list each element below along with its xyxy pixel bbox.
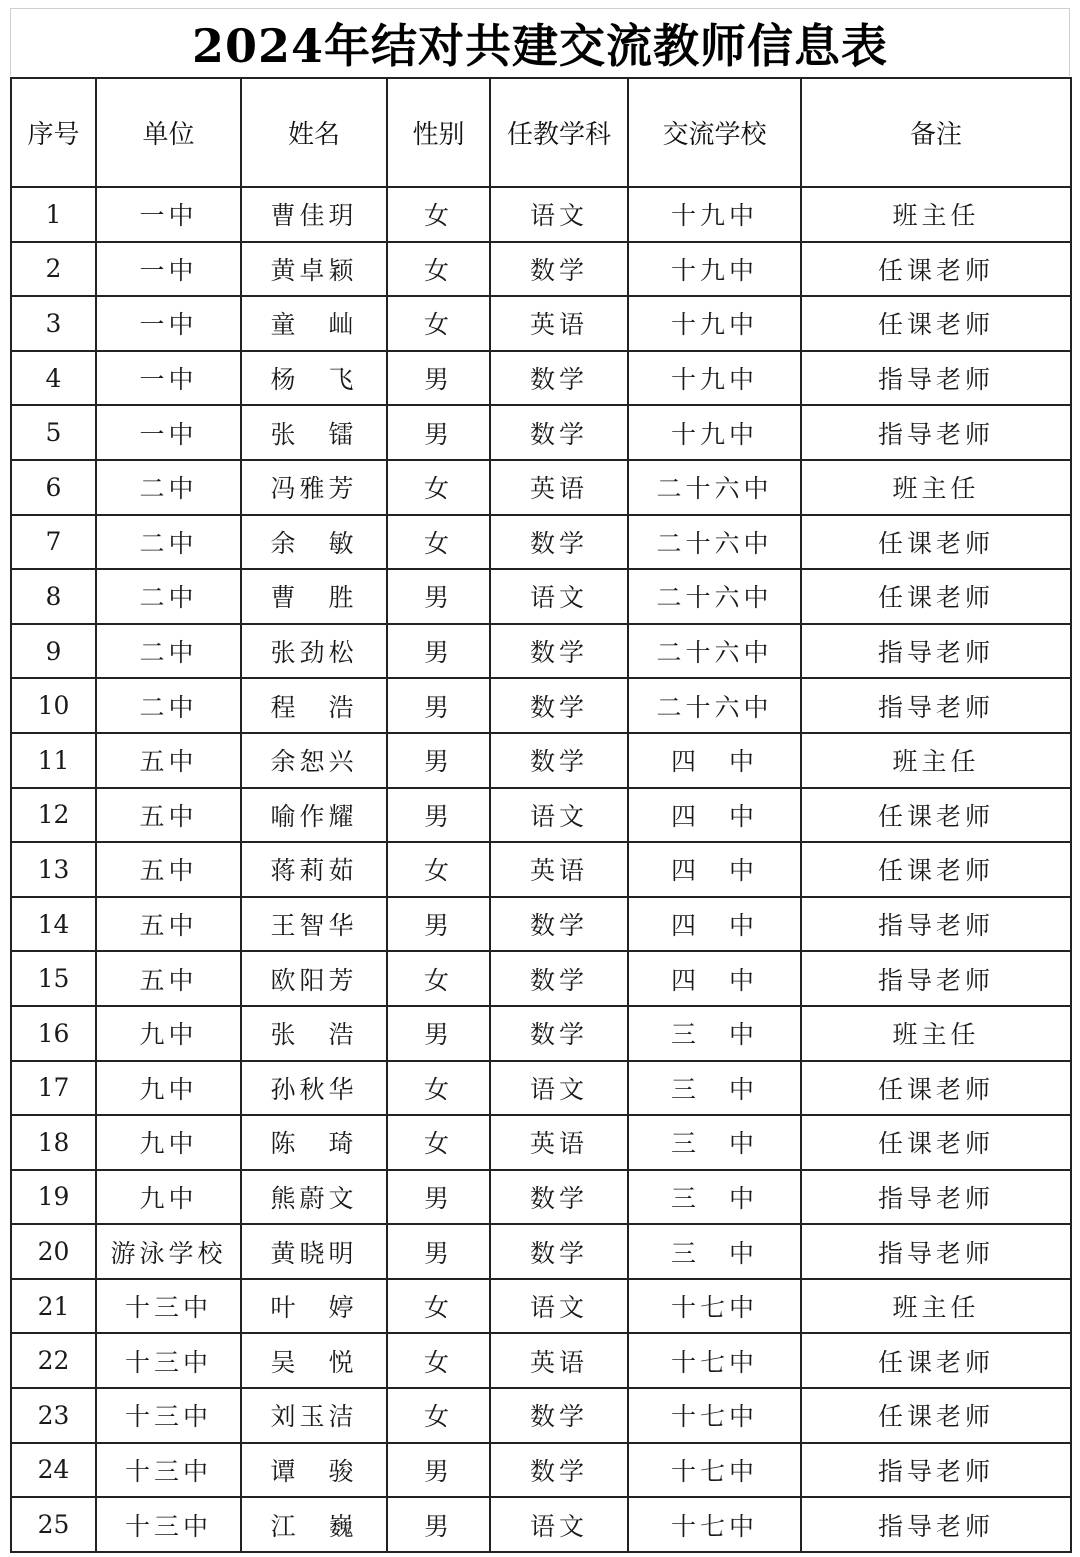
- name-cell: 余恕兴: [241, 733, 387, 788]
- unit-cell: 五中: [96, 788, 241, 843]
- subject-cell: 英语: [490, 460, 628, 515]
- exchange-school-cell: 三 中: [628, 1170, 801, 1225]
- exchange-school-cell: 三 中: [628, 1115, 801, 1170]
- unit-cell: 一中: [96, 405, 241, 460]
- subject-cell: 数学: [490, 897, 628, 952]
- table-row: [11, 1006, 1071, 1061]
- exchange-school-cell: 十七中: [628, 1279, 801, 1334]
- exchange-school-cell: 十九中: [628, 351, 801, 406]
- index-cell: 24: [11, 1443, 96, 1498]
- gender-cell: 男: [387, 1497, 490, 1552]
- subject-cell: 语文: [490, 569, 628, 624]
- name-cell: 谭 骏: [241, 1443, 387, 1498]
- table-row: [11, 569, 1071, 624]
- exchange-school-cell: 十九中: [628, 242, 801, 297]
- exchange-school-cell: 四 中: [628, 897, 801, 952]
- column-header-gender: 性别: [387, 78, 490, 187]
- subject-cell: 英语: [490, 1115, 628, 1170]
- remarks-cell: 班主任: [801, 460, 1071, 515]
- index-cell: 17: [11, 1061, 96, 1116]
- remarks-cell: 任课老师: [801, 296, 1071, 351]
- table-row: [11, 1388, 1071, 1443]
- name-cell: 曹佳玥: [241, 187, 387, 242]
- remarks-cell: 任课老师: [801, 1115, 1071, 1170]
- subject-cell: 数学: [490, 1443, 628, 1498]
- index-cell: 14: [11, 897, 96, 952]
- remarks-cell: 指导老师: [801, 1224, 1071, 1279]
- exchange-school-cell: 二十六中: [628, 460, 801, 515]
- remarks-cell: 指导老师: [801, 678, 1071, 733]
- name-cell: 熊蔚文: [241, 1170, 387, 1225]
- column-header-remarks: 备注: [801, 78, 1071, 187]
- name-cell: 曹 胜: [241, 569, 387, 624]
- name-cell: 杨 飞: [241, 351, 387, 406]
- index-cell: 8: [11, 569, 96, 624]
- index-cell: 4: [11, 351, 96, 406]
- name-cell: 黄卓颖: [241, 242, 387, 297]
- table-row: [11, 1333, 1071, 1388]
- unit-cell: 五中: [96, 733, 241, 788]
- table-row: [11, 678, 1071, 733]
- remarks-cell: 指导老师: [801, 351, 1071, 406]
- unit-cell: 九中: [96, 1170, 241, 1225]
- table-row: [11, 1443, 1071, 1498]
- name-cell: 余 敏: [241, 515, 387, 570]
- name-cell: 孙秋华: [241, 1061, 387, 1116]
- gender-cell: 女: [387, 951, 490, 1006]
- index-cell: 9: [11, 624, 96, 679]
- unit-cell: 十三中: [96, 1279, 241, 1334]
- unit-cell: 二中: [96, 515, 241, 570]
- unit-cell: 一中: [96, 187, 241, 242]
- unit-cell: 二中: [96, 678, 241, 733]
- gender-cell: 男: [387, 1006, 490, 1061]
- header-row: [11, 78, 1071, 187]
- unit-cell: 二中: [96, 460, 241, 515]
- index-cell: 2: [11, 242, 96, 297]
- unit-cell: 五中: [96, 897, 241, 952]
- gender-cell: 男: [387, 897, 490, 952]
- subject-cell: 英语: [490, 1333, 628, 1388]
- index-cell: 10: [11, 678, 96, 733]
- remarks-cell: 任课老师: [801, 1061, 1071, 1116]
- table-row: [11, 951, 1071, 1006]
- subject-cell: 数学: [490, 515, 628, 570]
- subject-cell: 语文: [490, 1497, 628, 1552]
- table-row: [11, 296, 1071, 351]
- table-row: [11, 515, 1071, 570]
- exchange-school-cell: 二十六中: [628, 624, 801, 679]
- remarks-cell: 任课老师: [801, 242, 1071, 297]
- unit-cell: 十三中: [96, 1443, 241, 1498]
- subject-cell: 数学: [490, 1388, 628, 1443]
- name-cell: 陈 琦: [241, 1115, 387, 1170]
- exchange-school-cell: 二十六中: [628, 515, 801, 570]
- table-row: [11, 242, 1071, 297]
- remarks-cell: 班主任: [801, 187, 1071, 242]
- index-cell: 25: [11, 1497, 96, 1552]
- name-cell: 程 浩: [241, 678, 387, 733]
- remarks-cell: 班主任: [801, 1006, 1071, 1061]
- exchange-school-cell: 二十六中: [628, 678, 801, 733]
- subject-cell: 数学: [490, 733, 628, 788]
- unit-cell: 十三中: [96, 1333, 241, 1388]
- table-row: [11, 788, 1071, 843]
- subject-cell: 数学: [490, 1170, 628, 1225]
- subject-cell: 数学: [490, 678, 628, 733]
- remarks-cell: 班主任: [801, 1279, 1071, 1334]
- unit-cell: 游泳学校: [96, 1224, 241, 1279]
- table-row: [11, 1061, 1071, 1116]
- exchange-school-cell: 四 中: [628, 842, 801, 897]
- gender-cell: 女: [387, 1061, 490, 1116]
- unit-cell: 九中: [96, 1006, 241, 1061]
- gender-cell: 女: [387, 242, 490, 297]
- unit-cell: 五中: [96, 842, 241, 897]
- gender-cell: 男: [387, 569, 490, 624]
- column-header-index: 序号: [11, 78, 96, 187]
- index-cell: 3: [11, 296, 96, 351]
- remarks-cell: 任课老师: [801, 788, 1071, 843]
- name-cell: 黄晓明: [241, 1224, 387, 1279]
- gender-cell: 女: [387, 1115, 490, 1170]
- gender-cell: 男: [387, 733, 490, 788]
- gender-cell: 男: [387, 1170, 490, 1225]
- name-cell: 冯雅芳: [241, 460, 387, 515]
- subject-cell: 语文: [490, 788, 628, 843]
- name-cell: 蒋莉茹: [241, 842, 387, 897]
- gender-cell: 男: [387, 678, 490, 733]
- table-row: [11, 405, 1071, 460]
- remarks-cell: 指导老师: [801, 951, 1071, 1006]
- gender-cell: 男: [387, 1224, 490, 1279]
- exchange-school-cell: 三 中: [628, 1061, 801, 1116]
- table-row: [11, 624, 1071, 679]
- subject-cell: 语文: [490, 1279, 628, 1334]
- table-row: [11, 1115, 1071, 1170]
- index-cell: 13: [11, 842, 96, 897]
- remarks-cell: 任课老师: [801, 1333, 1071, 1388]
- gender-cell: 男: [387, 624, 490, 679]
- unit-cell: 二中: [96, 569, 241, 624]
- remarks-cell: 任课老师: [801, 1388, 1071, 1443]
- index-cell: 7: [11, 515, 96, 570]
- exchange-school-cell: 十七中: [628, 1497, 801, 1552]
- remarks-cell: 任课老师: [801, 515, 1071, 570]
- name-cell: 欧阳芳: [241, 951, 387, 1006]
- subject-cell: 数学: [490, 951, 628, 1006]
- column-header-subject: 任教学科: [490, 78, 628, 187]
- remarks-cell: 指导老师: [801, 1497, 1071, 1552]
- teacher-info-table: [10, 77, 1072, 1553]
- subject-cell: 数学: [490, 405, 628, 460]
- subject-cell: 数学: [490, 242, 628, 297]
- exchange-school-cell: 四 中: [628, 951, 801, 1006]
- exchange-school-cell: 三 中: [628, 1224, 801, 1279]
- unit-cell: 五中: [96, 951, 241, 1006]
- table-row: [11, 351, 1071, 406]
- name-cell: 童 屾: [241, 296, 387, 351]
- column-header-name: 姓名: [241, 78, 387, 187]
- name-cell: 江 巍: [241, 1497, 387, 1552]
- exchange-school-cell: 四 中: [628, 788, 801, 843]
- subject-cell: 数学: [490, 1224, 628, 1279]
- remarks-cell: 任课老师: [801, 569, 1071, 624]
- unit-cell: 一中: [96, 296, 241, 351]
- name-cell: 刘玉洁: [241, 1388, 387, 1443]
- index-cell: 20: [11, 1224, 96, 1279]
- gender-cell: 女: [387, 1333, 490, 1388]
- subject-cell: 英语: [490, 296, 628, 351]
- unit-cell: 十三中: [96, 1497, 241, 1552]
- table-row: [11, 733, 1071, 788]
- gender-cell: 女: [387, 1279, 490, 1334]
- index-cell: 6: [11, 460, 96, 515]
- unit-cell: 一中: [96, 351, 241, 406]
- unit-cell: 一中: [96, 242, 241, 297]
- name-cell: 喻作耀: [241, 788, 387, 843]
- subject-cell: 数学: [490, 624, 628, 679]
- table-row: [11, 1170, 1071, 1225]
- remarks-cell: 指导老师: [801, 897, 1071, 952]
- gender-cell: 女: [387, 296, 490, 351]
- column-header-exchange-school: 交流学校: [628, 78, 801, 187]
- table-row: [11, 460, 1071, 515]
- name-cell: 张 镭: [241, 405, 387, 460]
- table-row: [11, 1279, 1071, 1334]
- index-cell: 15: [11, 951, 96, 1006]
- table-row: [11, 897, 1071, 952]
- remarks-cell: 班主任: [801, 733, 1071, 788]
- index-cell: 16: [11, 1006, 96, 1061]
- exchange-school-cell: 十九中: [628, 405, 801, 460]
- exchange-school-cell: 十七中: [628, 1388, 801, 1443]
- exchange-school-cell: 二十六中: [628, 569, 801, 624]
- gender-cell: 男: [387, 1443, 490, 1498]
- index-cell: 11: [11, 733, 96, 788]
- table-row: [11, 1497, 1071, 1552]
- gender-cell: 男: [387, 788, 490, 843]
- subject-cell: 语文: [490, 187, 628, 242]
- exchange-school-cell: 三 中: [628, 1006, 801, 1061]
- table-row: [11, 187, 1071, 242]
- remarks-cell: 指导老师: [801, 624, 1071, 679]
- name-cell: 张 浩: [241, 1006, 387, 1061]
- remarks-cell: 任课老师: [801, 842, 1071, 897]
- subject-cell: 英语: [490, 842, 628, 897]
- subject-cell: 数学: [490, 351, 628, 406]
- column-header-unit: 单位: [96, 78, 241, 187]
- exchange-school-cell: 十七中: [628, 1443, 801, 1498]
- unit-cell: 十三中: [96, 1388, 241, 1443]
- exchange-school-cell: 十九中: [628, 296, 801, 351]
- index-cell: 5: [11, 405, 96, 460]
- name-cell: 叶 婷: [241, 1279, 387, 1334]
- gender-cell: 男: [387, 405, 490, 460]
- table-row: [11, 842, 1071, 897]
- page-title: 2024年结对共建交流教师信息表: [10, 8, 1070, 76]
- index-cell: 21: [11, 1279, 96, 1334]
- unit-cell: 九中: [96, 1061, 241, 1116]
- index-cell: 1: [11, 187, 96, 242]
- remarks-cell: 指导老师: [801, 405, 1071, 460]
- unit-cell: 九中: [96, 1115, 241, 1170]
- unit-cell: 二中: [96, 624, 241, 679]
- index-cell: 19: [11, 1170, 96, 1225]
- gender-cell: 女: [387, 460, 490, 515]
- remarks-cell: 指导老师: [801, 1443, 1071, 1498]
- gender-cell: 女: [387, 187, 490, 242]
- exchange-school-cell: 十九中: [628, 187, 801, 242]
- gender-cell: 男: [387, 351, 490, 406]
- remarks-cell: 指导老师: [801, 1170, 1071, 1225]
- subject-cell: 语文: [490, 1061, 628, 1116]
- gender-cell: 女: [387, 1388, 490, 1443]
- subject-cell: 数学: [490, 1006, 628, 1061]
- index-cell: 18: [11, 1115, 96, 1170]
- index-cell: 12: [11, 788, 96, 843]
- exchange-school-cell: 四 中: [628, 733, 801, 788]
- gender-cell: 女: [387, 515, 490, 570]
- table-row: [11, 1224, 1071, 1279]
- index-cell: 23: [11, 1388, 96, 1443]
- name-cell: 张劲松: [241, 624, 387, 679]
- index-cell: 22: [11, 1333, 96, 1388]
- gender-cell: 女: [387, 842, 490, 897]
- exchange-school-cell: 十七中: [628, 1333, 801, 1388]
- name-cell: 王智华: [241, 897, 387, 952]
- name-cell: 吴 悦: [241, 1333, 387, 1388]
